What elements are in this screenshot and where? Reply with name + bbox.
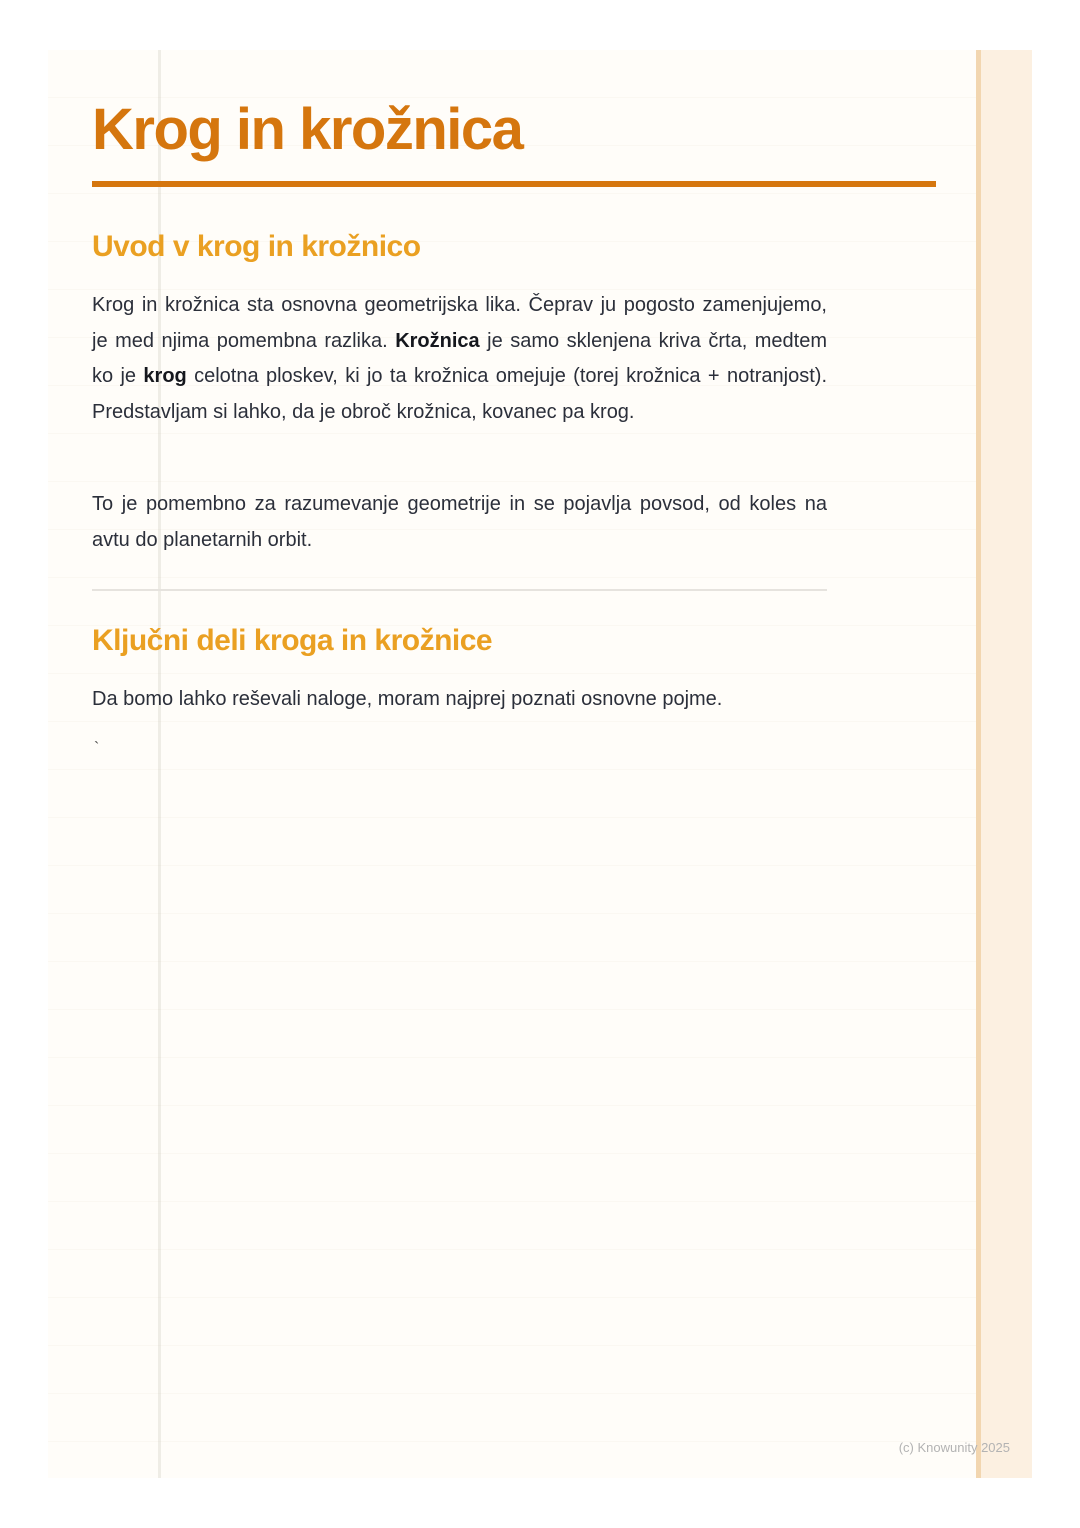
text-segment: celotna ploskev, ki jo ta krožnica omejuje (torej krožnica + notranjost). Predstavljam si lahko, da je obroč krožnica, kovanec pa krog. [92, 365, 827, 423]
paragraph-importance: To je pomembno za razumevanje geometrije in se pojavlja povsod, od koles na avtu do planetarnih orbit. [92, 493, 827, 551]
section-heading-intro: Uvod v krog in krožnico [92, 230, 421, 263]
paragraph-key-parts: Da bomo lahko reševali naloge, moram najprej poznati osnovne pojme. [92, 688, 723, 710]
paragraph-intro [92, 288, 827, 430]
title-underline [92, 181, 936, 187]
stray-backtick: ` [94, 740, 100, 757]
margin-line [158, 50, 161, 1478]
bold-term-kroznica: Krožnica [395, 329, 480, 352]
text-segment: Krog in krožnica sta osnovna geometrijska lika. Čeprav ju pogosto zamenjujemo, je med njima pomembna razlika. [92, 294, 827, 352]
bold-term-krog: krog [143, 365, 187, 387]
page-title: Krog in krožnica [92, 97, 523, 162]
document-page [48, 50, 1032, 1478]
text-segment: je samo sklenjena kriva črta, medtem ko je [92, 329, 827, 387]
section-divider [92, 589, 827, 591]
section-heading-key-parts: Ključni deli kroga in krožnice [92, 624, 493, 657]
copyright-footer: (c) Knowunity 2025 [898, 1440, 1010, 1455]
side-strip [976, 50, 1032, 1478]
